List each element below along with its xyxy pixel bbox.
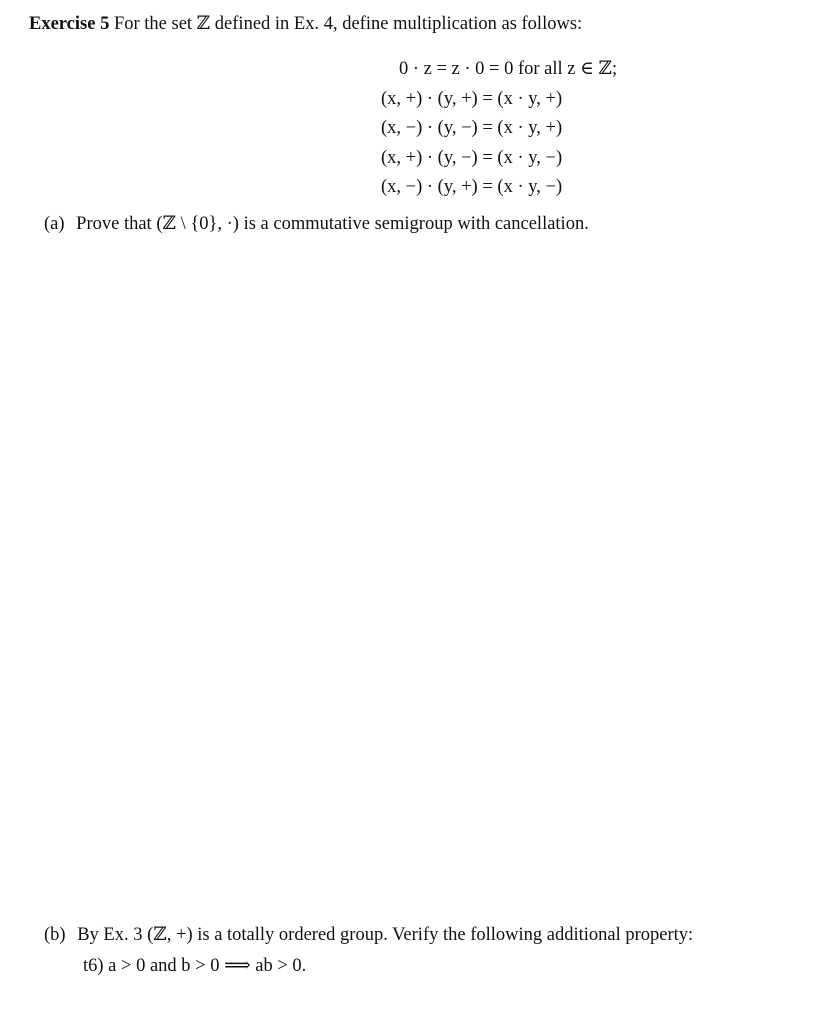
equation-plus-minus: (x, +) · (y, −) = (x · y, −) [381,147,563,168]
exercise-intro: For the set ℤ defined in Ex. 4, define multiplication as follows: [113,14,583,34]
exercise-label: Exercise 5 [29,14,110,34]
exercise-heading [29,11,582,37]
equation-minus-plus: (x, −) · (y, +) = (x · y, −) [381,177,563,197]
property-t6: t6) a > 0 and b > 0 ⟹ ab > 0. [83,956,307,976]
part-a [44,211,589,237]
part-b [44,922,693,948]
part-a-text: Prove that (ℤ \ {0}, ·) is a commutative semigroup with cancellation. [76,214,589,234]
equation-plus-plus: (x, +) · (y, +) = (x · y, +) [381,88,563,109]
multiplication-definition [381,55,701,203]
part-b-label: (b) [44,925,66,945]
part-a-label: (a) [44,214,65,234]
part-b-text: By Ex. 3 (ℤ, +) is a totally ordered group. Verify the following additional property: [77,925,694,945]
equation-zero-rule: 0 · z = z · 0 = 0 for all z ∈ ℤ; [399,59,618,79]
equation-minus-minus: (x, −) · (y, −) = (x · y, +) [381,118,563,138]
